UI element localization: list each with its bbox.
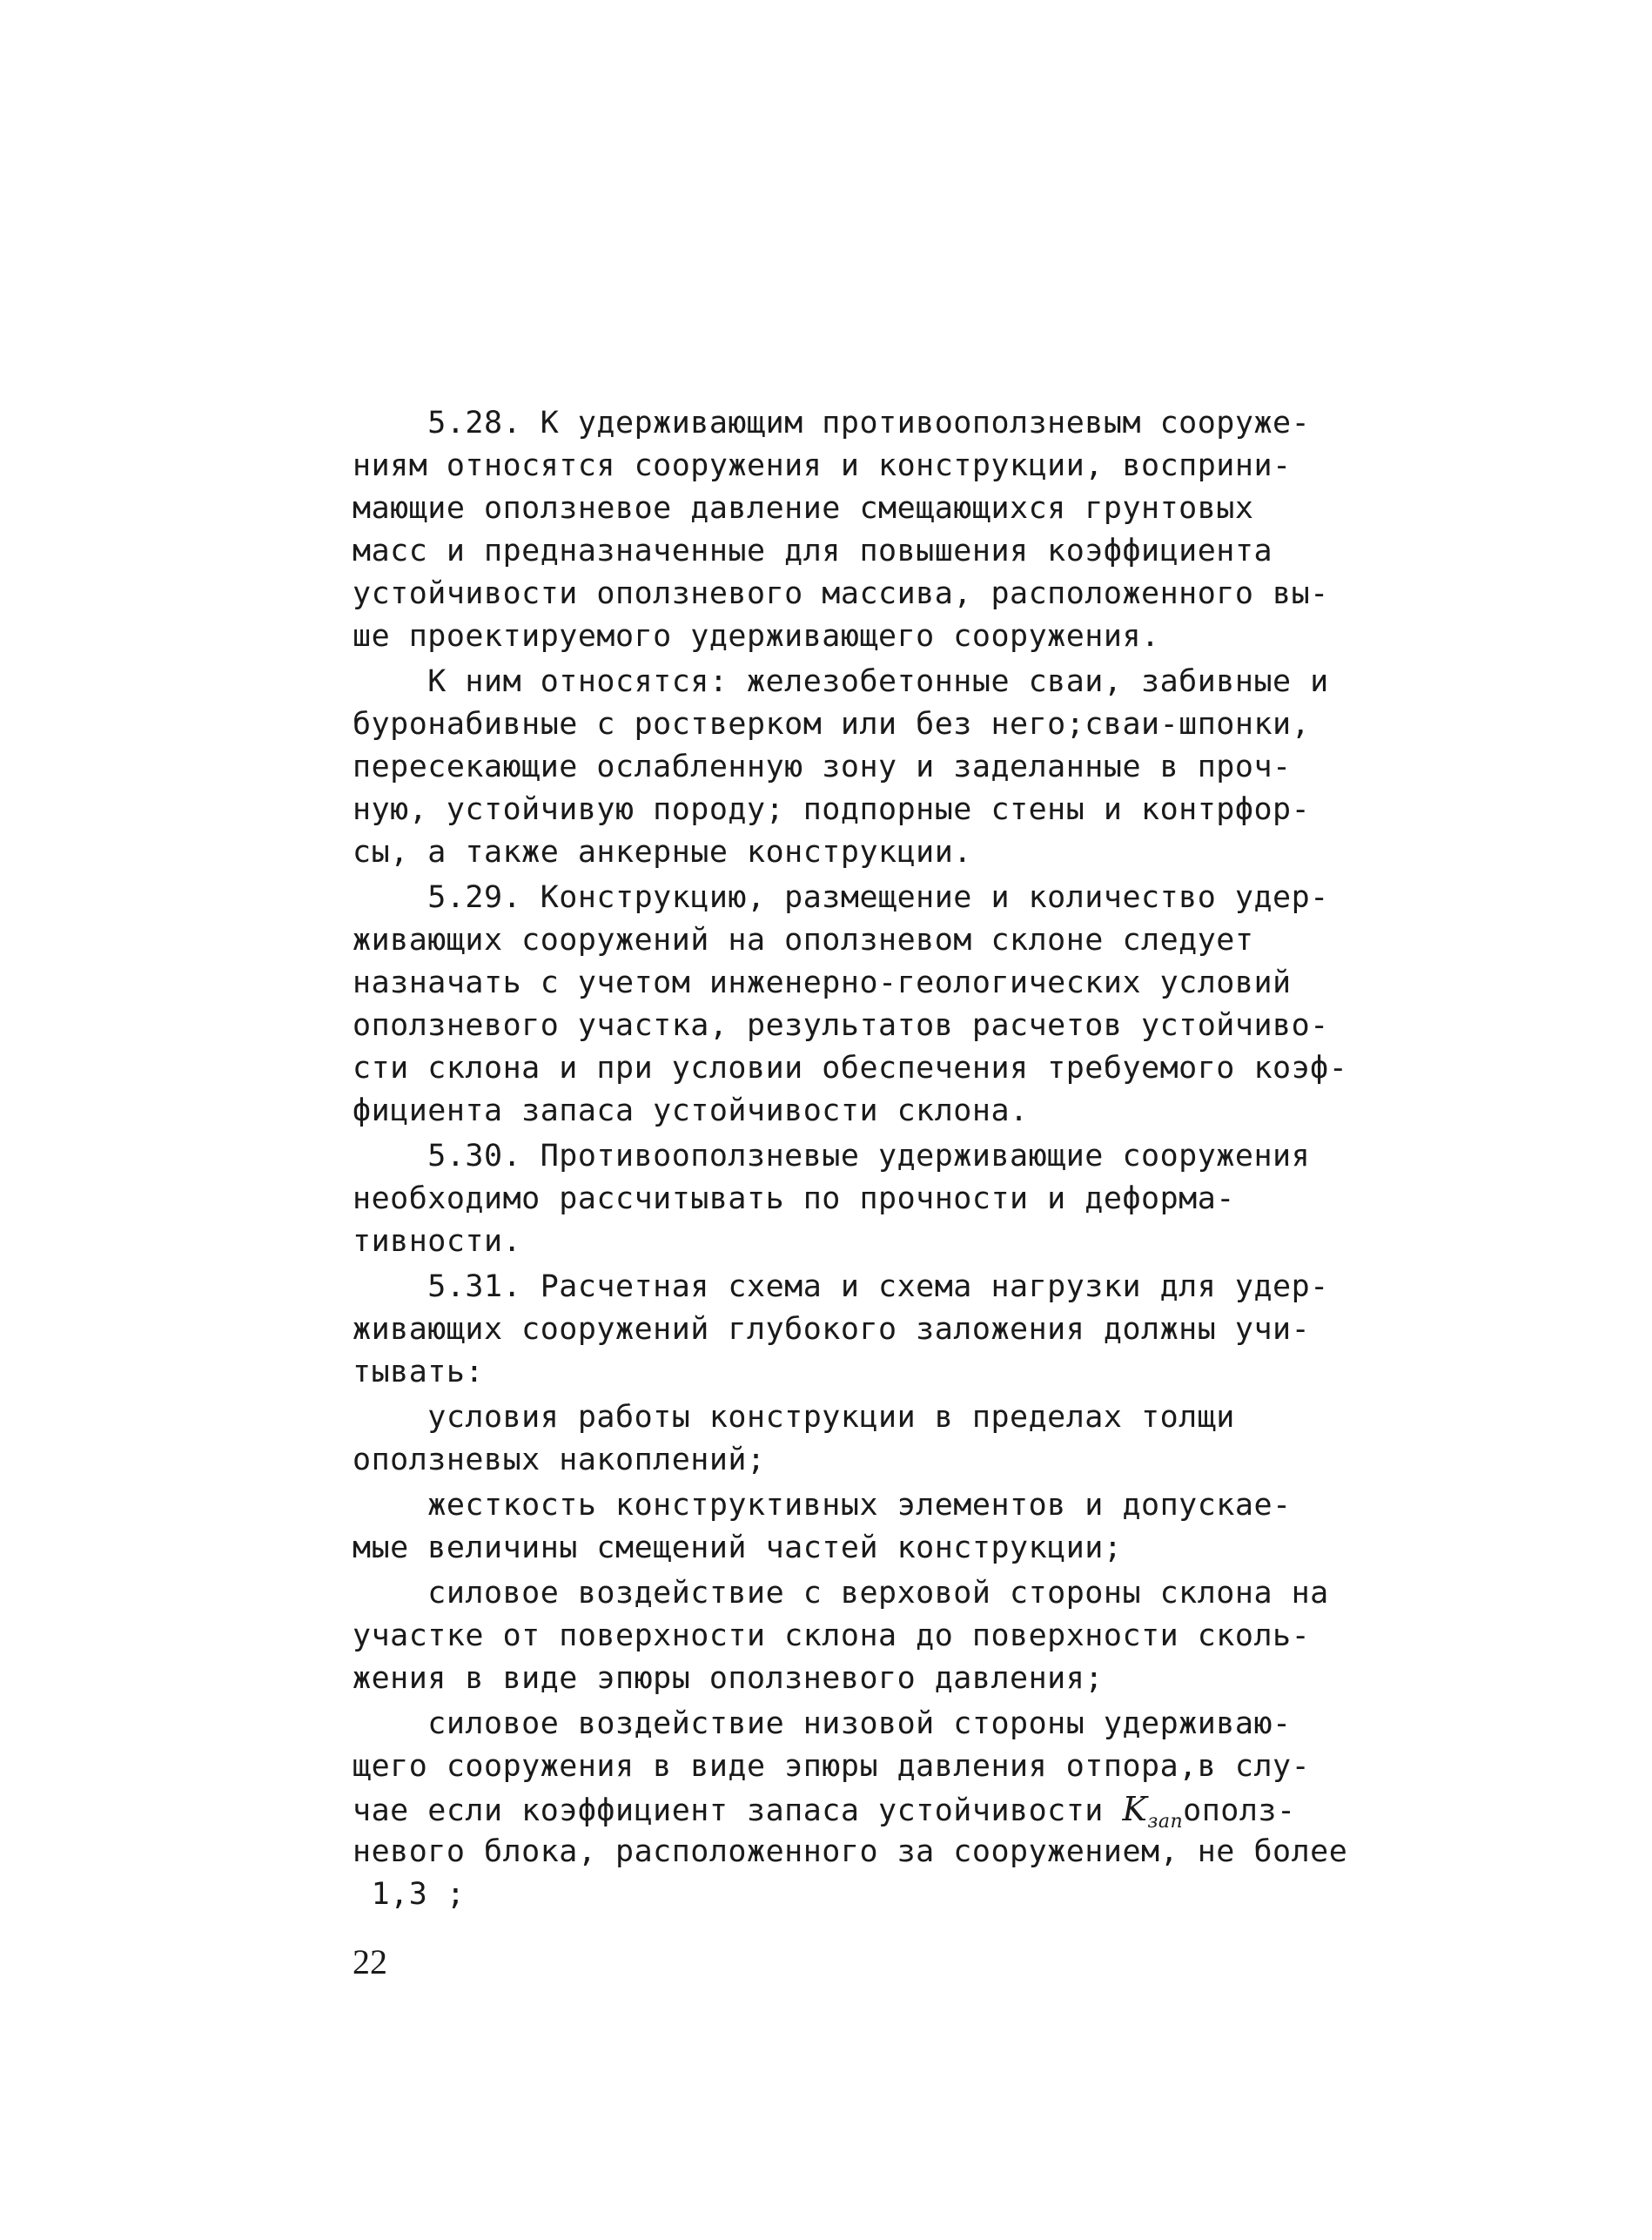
paragraph — [353, 1135, 1449, 1263]
text-line: ную, устойчивую породу; подпорные стены и контрфор- — [353, 792, 1311, 827]
text-line: назначать с учетом инженерно-геологических условий — [353, 965, 1292, 1000]
paragraph — [353, 877, 1449, 1133]
body-text — [353, 402, 1449, 1916]
paragraph — [353, 661, 1449, 874]
text-line: пересекающие ослабленную зону и заделанные в проч- — [353, 750, 1292, 784]
text-line: необходимо рассчитывать по прочности и деформа- — [353, 1181, 1235, 1216]
page-number: 22 — [353, 1942, 387, 1981]
text-line: 5.28. К удерживающим противооползневым сооруже- — [353, 406, 1311, 441]
text-line: буронабивные с ростверком или без него;сваи-шпонки, — [353, 707, 1311, 742]
safety-factor-subscript: зап — [1147, 1811, 1184, 1833]
text-line: ниям относятся сооружения и конструкции, восприни- — [353, 448, 1292, 483]
paragraph — [353, 1703, 1449, 1916]
text-line: устойчивости оползневого массива, расположенного вы- — [353, 576, 1329, 611]
text-line: оползневых накоплений; — [353, 1443, 766, 1477]
text-line: сы, а также анкерные конструкции. — [353, 835, 972, 870]
text-line: щего сооружения в виде эпюры давления отпора,в слу- — [353, 1749, 1311, 1784]
text-line: живающих сооружений глубокого заложения должны учи- — [353, 1312, 1311, 1347]
text-line: жения в виде эпюры оползневого давления; — [353, 1661, 1104, 1696]
paragraph — [353, 402, 1449, 658]
text-line: живающих сооружений на оползневом склоне следует — [353, 923, 1254, 958]
text-line: 1,3 ; — [353, 1877, 466, 1912]
text-line: ше проектируемого удерживающего сооружения. — [353, 619, 1160, 654]
text-line: участке от поверхности склона до поверхности сколь- — [353, 1618, 1311, 1653]
text-line: силовое воздействие низовой стороны удерживаю- — [353, 1706, 1292, 1741]
paragraph — [353, 1572, 1449, 1700]
text-line: мающие оползневое давление смещающихся грунтовых — [353, 491, 1254, 526]
text-line — [353, 1788, 1449, 1831]
text-line: силовое воздействие с верховой стороны склона на — [353, 1576, 1329, 1611]
paragraph — [353, 1484, 1449, 1570]
text-line: тывать: — [353, 1355, 485, 1389]
text-line: условия работы конструкции в пределах толщи — [353, 1400, 1235, 1435]
text-line: масс и предназначенные для повышения коэффициента — [353, 534, 1273, 568]
text-fragment: ополз- — [1183, 1793, 1296, 1828]
text-line: невого блока, расположенного за сооружением, не более — [353, 1834, 1348, 1869]
text-line: жесткость конструктивных элементов и допускае- — [353, 1488, 1292, 1523]
text-line: сти склона и при условии обеспечения требуемого коэф- — [353, 1051, 1348, 1086]
text-line: 5.29. Конструкцию, размещение и количество удер- — [353, 880, 1329, 915]
text-line: 5.31. Расчетная схема и схема нагрузки для удер- — [353, 1269, 1329, 1304]
text-fragment: чае если коэффициент запаса устойчивости — [353, 1793, 1123, 1828]
text-line: 5.30. Противооползневые удерживающие сооружения — [353, 1139, 1311, 1174]
safety-factor-symbol: K — [1122, 1790, 1148, 1828]
text-line: фициента запаса устойчивости склона. — [353, 1093, 1029, 1128]
text-line: К ним относятся: железобетонные сваи, забивные и — [353, 664, 1329, 699]
paragraph — [353, 1396, 1449, 1482]
paragraph — [353, 1266, 1449, 1394]
text-line: оползневого участка, результатов расчетов устойчиво- — [353, 1008, 1329, 1043]
text-line: мые величины смещений частей конструкции; — [353, 1530, 1123, 1565]
text-line: тивности. — [353, 1224, 522, 1259]
